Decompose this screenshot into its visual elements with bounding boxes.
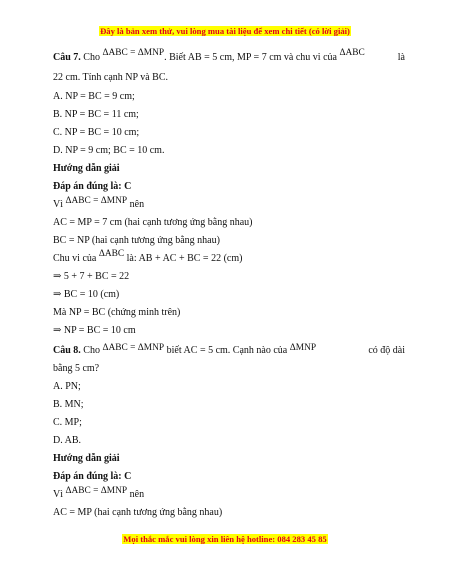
q7-guide-title: Hướng dẫn giải: [53, 163, 120, 174]
q7-vi: Vì: [53, 199, 63, 210]
q8-text-1: Cho: [80, 345, 103, 356]
q8-math-2: ΔMNP: [289, 343, 317, 353]
q8-vi-end: nên: [129, 489, 145, 500]
q7-step-5: ⇒ BC = 10 (cm): [53, 289, 120, 300]
q7-option-b: B. NP = BC = 11 cm;: [53, 109, 139, 120]
q7-step-3-b: là: AB + AC + BC = 22 (cm): [124, 253, 243, 264]
q8-stem-line-2: bằng 5 cm?: [53, 363, 100, 374]
q7-text-1: Cho: [80, 52, 103, 63]
q8-answer: Đáp án đúng là: C: [53, 471, 132, 482]
preview-banner-text: Đây là bản xem thử, vui lòng mua tài liệu để xem chi tiết (có lời giải): [100, 26, 350, 36]
q8-option-a: A. PN;: [53, 381, 81, 392]
q7-answer: Đáp án đúng là: C: [53, 181, 132, 192]
q8-text-2: biết AC = 5 cm. Cạnh nào của: [164, 345, 290, 356]
q7-label: Câu 7.: [53, 52, 81, 63]
q7-step-3-a: Chu vi của: [53, 253, 99, 264]
q8-text-3: có độ dài: [368, 345, 405, 356]
q7-step-1: AC = MP = 7 cm (hai cạnh tương ứng bằng nhau): [53, 217, 253, 228]
q7-text-3: là: [397, 52, 405, 63]
q8-stem-line-1: [53, 345, 405, 357]
q7-step-4: ⇒ 5 + 7 + BC = 22: [53, 271, 130, 282]
q7-stem-line-1: [53, 48, 405, 64]
q7-step-3: [53, 249, 405, 265]
q7-reason: [53, 196, 405, 211]
q7-option-a: A. NP = BC = 9 cm;: [53, 91, 135, 102]
q8-math-1: ΔABC = ΔMNP: [102, 343, 165, 353]
q7-step-6: Mà NP = BC (chứng minh trên): [53, 307, 181, 318]
q7-step-7: ⇒ NP = BC = 10 cm: [53, 325, 136, 336]
q8-vi-math: ΔABC = ΔMNP: [65, 486, 128, 496]
q8-step-1: AC = MP (hai cạnh tương ứng bằng nhau): [53, 507, 223, 518]
q7-option-c: C. NP = BC = 10 cm;: [53, 127, 140, 138]
q8-option-b: B. MN;: [53, 399, 84, 410]
q7-vi-math: ΔABC = ΔMNP: [65, 196, 128, 206]
q8-guide-title: Hướng dẫn giải: [53, 453, 120, 464]
q7-step-3-math: ΔABC: [98, 249, 125, 259]
q7-stem-line-2: 22 cm. Tính cạnh NP và BC.: [53, 72, 168, 83]
preview-banner: [0, 26, 450, 36]
q7-math-1: ΔABC = ΔMNP: [102, 48, 165, 58]
q8-reason: [53, 486, 405, 501]
q8-label: Câu 8.: [53, 345, 81, 356]
q7-math-2: ΔABC: [339, 48, 365, 58]
q8-option-c: C. MP;: [53, 417, 82, 428]
q8-option-d: D. AB.: [53, 435, 82, 446]
q7-text-2: . Biết AB = 5 cm, MP = 7 cm và chu vi của: [164, 52, 340, 63]
hotline-banner-text: Mọi thắc mắc vui lòng xin liên hệ hotline: 084 283 45 85: [123, 534, 327, 544]
hotline-banner: [0, 534, 450, 544]
q7-option-d: D. NP = 9 cm; BC = 10 cm.: [53, 145, 165, 156]
q7-step-2: BC = NP (hai cạnh tương ứng bằng nhau): [53, 235, 220, 246]
q7-vi-end: nên: [129, 199, 145, 210]
q8-vi: Vì: [53, 489, 63, 500]
